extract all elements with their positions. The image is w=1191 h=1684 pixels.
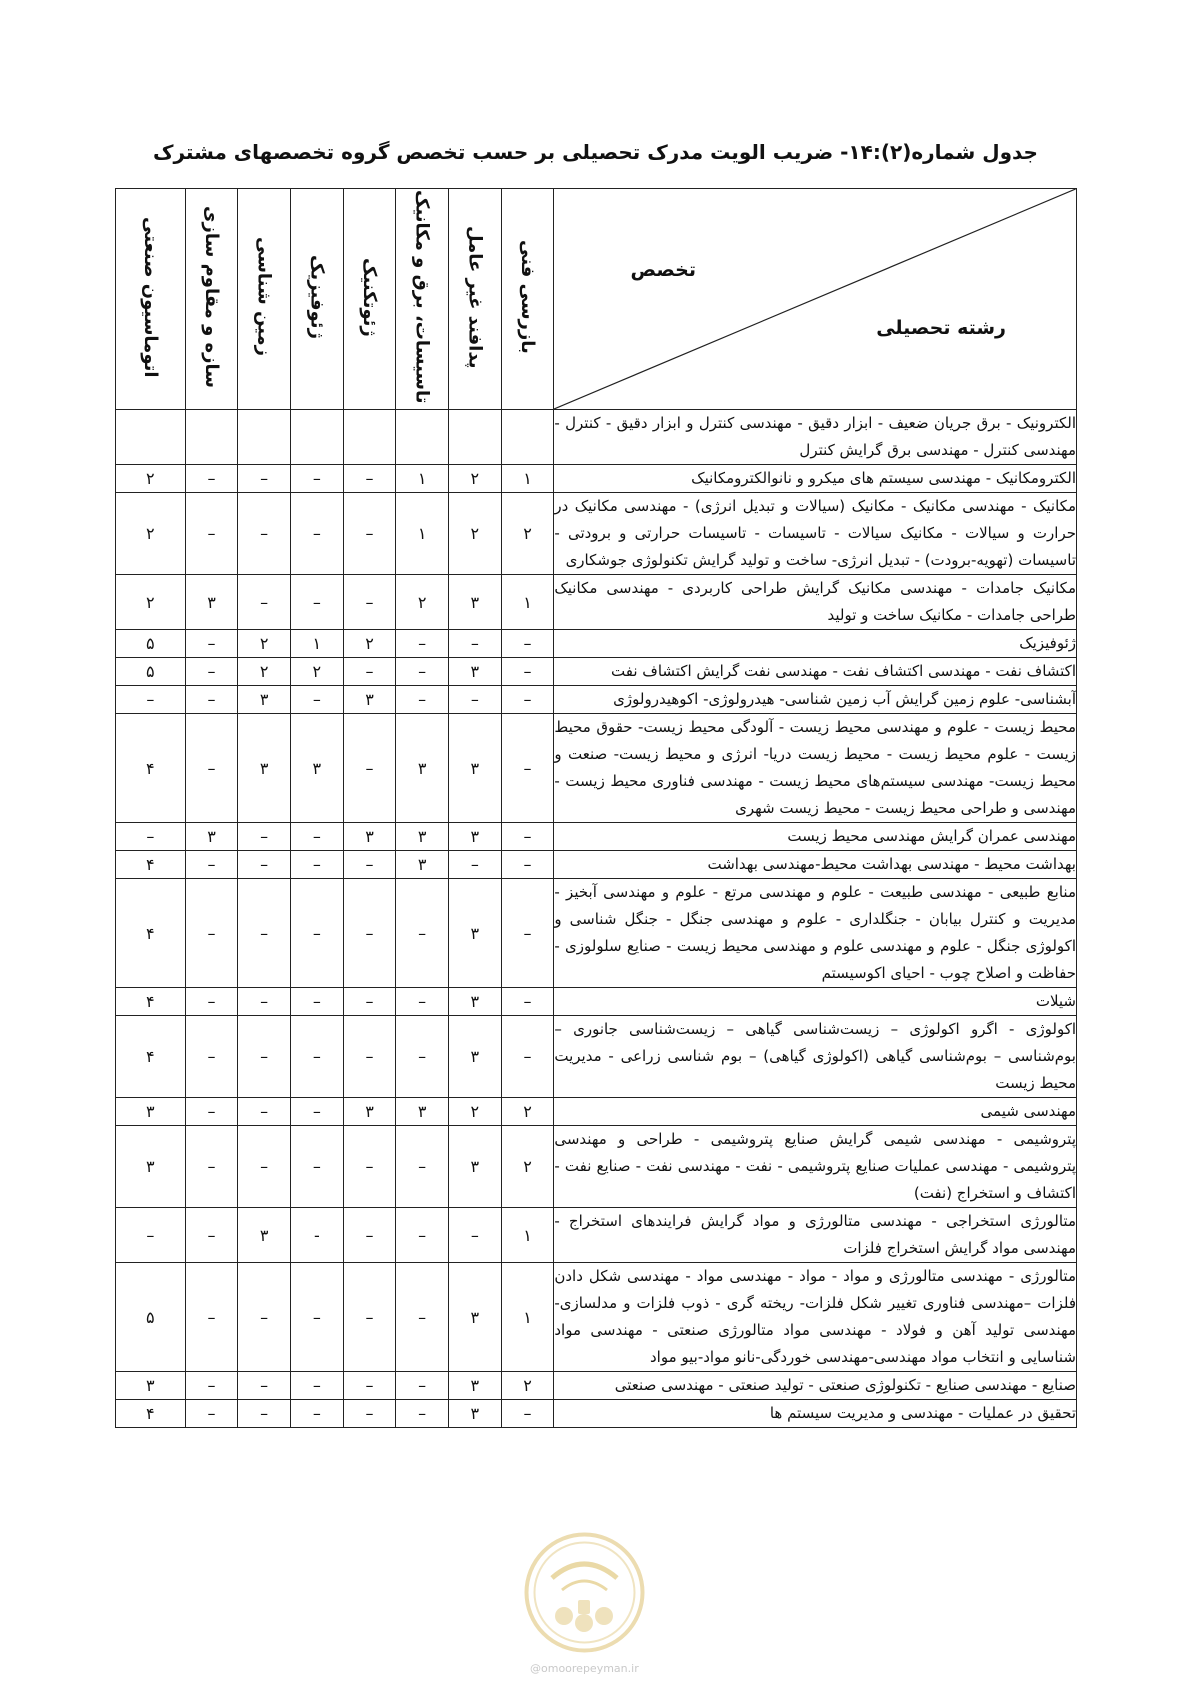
score-cell bbox=[449, 410, 502, 465]
score-cell: – bbox=[343, 1016, 396, 1098]
column-header-inspection: بازرسی فنی bbox=[501, 189, 554, 410]
score-cell: ۲ bbox=[116, 465, 186, 493]
score-cell: ۲ bbox=[449, 465, 502, 493]
table-row bbox=[116, 630, 1077, 658]
score-cell: – bbox=[343, 1126, 396, 1208]
score-cell: – bbox=[291, 823, 344, 851]
table-title: جدول شماره(۲):۱۴- ضریب الویت مدرک تحصیلی بر حسب تخصص گروه تخصصهای مشترک bbox=[153, 140, 1038, 164]
score-cell: – bbox=[501, 630, 554, 658]
field-name-cell: مکانیک جامدات - مهندسی مکانیک گرایش طراحی کاربردی - مهندسی مکانیک طراحی جامدات - مکانیک ساخت و تولید bbox=[554, 575, 1077, 630]
field-name-cell: متالورژی - مهندسی متالورژی و مواد - مواد - مهندسی مواد - مهندسی شکل دادن فلزات –مهندسی فناوری تغییر شکل فلزات- ریخته گری - ذوب فلزات و مدلسازی- مهندسی تولید آهن و فولاد - مهندسی مواد متالورژی صنعتی - مهندسی مواد شناسایی و انتخاب مواد مهندسی-مهندسی خوردگی-نانو مواد-بیو مواد bbox=[554, 1263, 1077, 1372]
score-cell: – bbox=[396, 1263, 449, 1372]
watermark-url: @omoorepeyman.ir bbox=[530, 1662, 639, 1675]
score-cell: – bbox=[396, 1208, 449, 1263]
score-cell: – bbox=[501, 851, 554, 879]
score-cell: – bbox=[501, 988, 554, 1016]
table-row bbox=[116, 1208, 1077, 1263]
score-cell bbox=[185, 410, 238, 465]
score-cell: – bbox=[501, 658, 554, 686]
score-cell: – bbox=[501, 1400, 554, 1428]
score-cell: – bbox=[343, 1208, 396, 1263]
score-cell: – bbox=[343, 658, 396, 686]
score-cell: ۲ bbox=[449, 1098, 502, 1126]
field-name-cell: بهداشت محیط - مهندسی بهداشت محیط-مهندسی بهداشت bbox=[554, 851, 1077, 879]
score-cell: ۲ bbox=[449, 493, 502, 575]
column-header-geophysics: ژئوفیزیک bbox=[291, 189, 344, 410]
score-cell: ۴ bbox=[116, 988, 186, 1016]
score-cell: – bbox=[291, 1016, 344, 1098]
score-cell: – bbox=[238, 879, 291, 988]
score-cell: – bbox=[291, 686, 344, 714]
score-cell: ۲ bbox=[396, 575, 449, 630]
score-cell: ۲ bbox=[291, 658, 344, 686]
score-cell: – bbox=[238, 988, 291, 1016]
score-cell: ۴ bbox=[116, 1016, 186, 1098]
score-cell: – bbox=[291, 851, 344, 879]
table-row bbox=[116, 823, 1077, 851]
score-cell: – bbox=[343, 879, 396, 988]
table-row bbox=[116, 465, 1077, 493]
table-row bbox=[116, 1126, 1077, 1208]
score-cell: – bbox=[291, 988, 344, 1016]
table-row bbox=[116, 851, 1077, 879]
field-name-cell: اکولوژی - اگرو اکولوژی – زیست‌شناسی گیاهی – زیست‌شناسی جانوری – بوم‌شناسی – بوم‌شناسی گیاهی (اکولوژی گیاهی) – بوم شناسی زراعی - مدیریت محیط زیست bbox=[554, 1016, 1077, 1098]
score-cell bbox=[238, 410, 291, 465]
score-cell: ۳ bbox=[116, 1372, 186, 1400]
score-cell: – bbox=[343, 493, 396, 575]
table-row bbox=[116, 658, 1077, 686]
table-row bbox=[116, 988, 1077, 1016]
column-header-geotechnics: ژئوتکنیک bbox=[343, 189, 396, 410]
table-row bbox=[116, 1263, 1077, 1372]
score-cell: – bbox=[396, 988, 449, 1016]
score-cell: – bbox=[449, 851, 502, 879]
score-cell: – bbox=[238, 851, 291, 879]
field-name-cell: مکانیک - مهندسی مکانیک - مکانیک (سیالات و تبدیل انرژی) - مهندسی مکانیک در حرارت و سیالات - مکانیک سیالات - تاسیسات - تاسیسات حرارتی و برودتی - تاسیسات (تهویه-برودت) - تبدیل انرژی- ساخت و تولید گرایش تکنولوژی جوشکاری bbox=[554, 493, 1077, 575]
score-cell: ۳ bbox=[449, 823, 502, 851]
diagonal-divider bbox=[554, 189, 1076, 409]
table-row bbox=[116, 1400, 1077, 1428]
score-cell: ۳ bbox=[449, 1016, 502, 1098]
field-name-cell: صنایع - مهندسی صنایع - تکنولوژی صنعتی - تولید صنعتی - مهندسی صنعتی bbox=[554, 1372, 1077, 1400]
score-cell: – bbox=[343, 575, 396, 630]
score-cell: ۳ bbox=[343, 823, 396, 851]
score-cell: – bbox=[291, 493, 344, 575]
score-cell: ۲ bbox=[238, 658, 291, 686]
score-cell: – bbox=[291, 1098, 344, 1126]
score-cell: ۱ bbox=[501, 1208, 554, 1263]
score-cell: – bbox=[238, 465, 291, 493]
header-row bbox=[116, 189, 1077, 410]
score-cell: ۳ bbox=[185, 575, 238, 630]
score-cell: ۴ bbox=[116, 879, 186, 988]
score-cell: ۳ bbox=[449, 879, 502, 988]
score-cell: ۱ bbox=[396, 465, 449, 493]
column-header-passive-defense: پدافند غیر عامل bbox=[449, 189, 502, 410]
field-name-cell: الکترونیک - برق جریان ضعیف - ابزار دقیق - مهندسی کنترل و ابزار دقیق - کنترل - مهندسی کنترل - مهندسی برق گرایش کنترل bbox=[554, 410, 1077, 465]
score-cell: – bbox=[343, 714, 396, 823]
score-cell: – bbox=[238, 1263, 291, 1372]
score-cell: ۳ bbox=[343, 686, 396, 714]
score-cell: ۳ bbox=[449, 1372, 502, 1400]
score-cell: ۲ bbox=[238, 630, 291, 658]
score-cell: ۳ bbox=[396, 714, 449, 823]
score-cell: ۲ bbox=[501, 1372, 554, 1400]
score-cell: ۳ bbox=[449, 1400, 502, 1428]
priority-table bbox=[115, 188, 1077, 1428]
score-cell: – bbox=[291, 575, 344, 630]
score-cell: – bbox=[238, 575, 291, 630]
field-name-cell: ژئوفیزیک bbox=[554, 630, 1077, 658]
score-cell: – bbox=[185, 1208, 238, 1263]
score-cell: ۳ bbox=[238, 1208, 291, 1263]
score-cell: – bbox=[396, 1372, 449, 1400]
score-cell: – bbox=[238, 1098, 291, 1126]
table-row bbox=[116, 493, 1077, 575]
score-cell: – bbox=[501, 686, 554, 714]
score-cell: – bbox=[291, 1400, 344, 1428]
score-cell: – bbox=[501, 714, 554, 823]
field-name-cell: منابع طبیعی - مهندسی طبیعت - علوم و مهندسی مرتع - علوم و مهندسی آبخیز - مدیریت و کنترل بیابان - جنگلداری - علوم و مهندسی جنگل - جنگل شناسی و اکولوژی جنگل - علوم و مهندسی علوم و مهندسی محیط زیست - صنایع سلولوزی - حفاظت و اصلاح چوب - احیای اکوسیستم bbox=[554, 879, 1077, 988]
score-cell: – bbox=[238, 823, 291, 851]
score-cell: – bbox=[449, 686, 502, 714]
score-cell: – bbox=[501, 1016, 554, 1098]
score-cell: ۳ bbox=[449, 575, 502, 630]
score-cell: – bbox=[185, 879, 238, 988]
score-cell: – bbox=[291, 1263, 344, 1372]
column-header-structure: سازه و مقاوم سازی bbox=[185, 189, 238, 410]
score-cell: – bbox=[343, 1372, 396, 1400]
score-cell: ۳ bbox=[116, 1126, 186, 1208]
score-cell: – bbox=[343, 851, 396, 879]
score-cell: – bbox=[291, 1372, 344, 1400]
score-cell: – bbox=[116, 686, 186, 714]
score-cell: – bbox=[396, 1016, 449, 1098]
score-cell: ۲ bbox=[116, 575, 186, 630]
score-cell: – bbox=[185, 1263, 238, 1372]
score-cell: ۵ bbox=[116, 658, 186, 686]
score-cell: ۱ bbox=[501, 575, 554, 630]
score-cell: ۱ bbox=[501, 1263, 554, 1372]
score-cell: – bbox=[116, 1208, 186, 1263]
column-header-installations: تاسیسات، برق و مکانیک bbox=[396, 189, 449, 410]
score-cell: ۱ bbox=[501, 465, 554, 493]
score-cell: ۳ bbox=[449, 658, 502, 686]
field-name-cell: متالورژی استخراجی - مهندسی متالورژی و مواد گرایش فرایندهای استخراج - مهندسی مواد گرایش استخراج فلزات bbox=[554, 1208, 1077, 1263]
score-cell: – bbox=[396, 630, 449, 658]
score-cell: ۵ bbox=[116, 630, 186, 658]
score-cell: ۵ bbox=[116, 1263, 186, 1372]
column-header-automation: اتوماسیون صنعتی bbox=[116, 189, 186, 410]
score-cell bbox=[291, 410, 344, 465]
score-cell: – bbox=[238, 493, 291, 575]
score-cell: – bbox=[343, 1263, 396, 1372]
table-row bbox=[116, 686, 1077, 714]
score-cell: – bbox=[185, 1098, 238, 1126]
score-cell: – bbox=[185, 630, 238, 658]
score-cell: – bbox=[396, 686, 449, 714]
field-name-cell: محیط زیست - علوم و مهندسی محیط زیست - آلودگی محیط زیست- حقوق محیط زیست - علوم محیط زیست - محیط زیست دریا- انرژی و محیط زیست- صنعت و محیط زیست- مهندسی سیستم‌های محیط زیست - مهندسی فناوری محیط زیست - مهندسی و طراحی محیط زیست - محیط زیست شهری bbox=[554, 714, 1077, 823]
score-cell: ۳ bbox=[185, 823, 238, 851]
score-cell: ۳ bbox=[449, 1126, 502, 1208]
score-cell: – bbox=[396, 1400, 449, 1428]
corner-label-specialty: تخصص bbox=[630, 259, 696, 281]
table-row bbox=[116, 1098, 1077, 1126]
score-cell: - bbox=[291, 1208, 344, 1263]
score-cell: – bbox=[501, 879, 554, 988]
score-cell: ۳ bbox=[396, 1098, 449, 1126]
score-cell: – bbox=[185, 1400, 238, 1428]
score-cell: – bbox=[343, 1400, 396, 1428]
table-row bbox=[116, 714, 1077, 823]
score-cell: – bbox=[185, 1016, 238, 1098]
table-row bbox=[116, 575, 1077, 630]
score-cell: – bbox=[396, 1126, 449, 1208]
score-cell: ۳ bbox=[396, 851, 449, 879]
score-cell: – bbox=[343, 465, 396, 493]
table-row bbox=[116, 1016, 1077, 1098]
score-cell: ۲ bbox=[501, 493, 554, 575]
table-row bbox=[116, 879, 1077, 988]
score-cell: ۲ bbox=[501, 1126, 554, 1208]
corner-label-field: رشته تحصیلی bbox=[876, 317, 1006, 339]
score-cell bbox=[343, 410, 396, 465]
score-cell: – bbox=[291, 1126, 344, 1208]
field-name-cell: مهندسی عمران گرایش مهندسی محیط زیست bbox=[554, 823, 1077, 851]
score-cell: – bbox=[185, 988, 238, 1016]
score-cell: ۳ bbox=[449, 714, 502, 823]
score-cell: – bbox=[449, 1208, 502, 1263]
score-cell: – bbox=[185, 465, 238, 493]
table-row bbox=[116, 410, 1077, 465]
score-cell: – bbox=[116, 823, 186, 851]
score-cell: ۳ bbox=[343, 1098, 396, 1126]
score-cell: ۴ bbox=[116, 1400, 186, 1428]
score-cell: – bbox=[238, 1400, 291, 1428]
score-cell: – bbox=[185, 1372, 238, 1400]
score-cell: – bbox=[185, 658, 238, 686]
field-name-cell: آبشناسی- علوم زمین گرایش آب زمین شناسی- هیدرولوژی- اکوهیدرولوژی bbox=[554, 686, 1077, 714]
score-cell: – bbox=[238, 1016, 291, 1098]
score-cell: – bbox=[185, 493, 238, 575]
score-cell: – bbox=[343, 988, 396, 1016]
field-name-cell: اکتشاف نفت - مهندسی اکتشاف نفت - مهندسی نفت گرایش اکتشاف نفت bbox=[554, 658, 1077, 686]
score-cell bbox=[116, 410, 186, 465]
corner-header-cell bbox=[554, 189, 1077, 410]
score-cell: – bbox=[449, 630, 502, 658]
score-cell: – bbox=[185, 851, 238, 879]
score-cell: ۳ bbox=[238, 686, 291, 714]
table-row bbox=[116, 1372, 1077, 1400]
score-cell: ۳ bbox=[238, 714, 291, 823]
score-cell: ۳ bbox=[396, 823, 449, 851]
field-name-cell: مهندسی شیمی bbox=[554, 1098, 1077, 1126]
score-cell: – bbox=[238, 1372, 291, 1400]
field-name-cell: تحقیق در عملیات - مهندسی و مدیریت سیستم ها bbox=[554, 1400, 1077, 1428]
score-cell: – bbox=[291, 879, 344, 988]
score-cell: ۲ bbox=[116, 493, 186, 575]
score-cell: ۲ bbox=[501, 1098, 554, 1126]
score-cell: ۴ bbox=[116, 851, 186, 879]
score-cell: ۳ bbox=[449, 988, 502, 1016]
score-cell bbox=[501, 410, 554, 465]
column-header-geology: زمین شناسی bbox=[238, 189, 291, 410]
score-cell: ۳ bbox=[449, 1263, 502, 1372]
score-cell: – bbox=[396, 879, 449, 988]
field-name-cell: الکترومکانیک - مهندسی سیستم های میکرو و نانوالکترومکانیک bbox=[554, 465, 1077, 493]
score-cell: – bbox=[185, 714, 238, 823]
score-cell bbox=[396, 410, 449, 465]
score-cell: – bbox=[501, 823, 554, 851]
score-cell: – bbox=[185, 1126, 238, 1208]
table-body bbox=[116, 410, 1077, 1428]
field-name-cell: شیلات bbox=[554, 988, 1077, 1016]
stamp-watermark-logo bbox=[522, 1530, 647, 1655]
score-cell: – bbox=[238, 1126, 291, 1208]
score-cell: ۴ bbox=[116, 714, 186, 823]
score-cell: ۳ bbox=[291, 714, 344, 823]
score-cell: ۲ bbox=[343, 630, 396, 658]
score-cell: – bbox=[185, 686, 238, 714]
score-cell: – bbox=[291, 465, 344, 493]
score-cell: ۱ bbox=[291, 630, 344, 658]
score-cell: ۱ bbox=[396, 493, 449, 575]
score-cell: ۳ bbox=[116, 1098, 186, 1126]
score-cell: – bbox=[396, 658, 449, 686]
field-name-cell: پتروشیمی - مهندسی شیمی گرایش صنایع پتروشیمی - طراحی و مهندسی پتروشیمی - مهندسی عملیات صنایع پتروشیمی - نفت - مهندسی نفت - صنایع نفت - اکتشاف و استخراج (نفت) bbox=[554, 1126, 1077, 1208]
